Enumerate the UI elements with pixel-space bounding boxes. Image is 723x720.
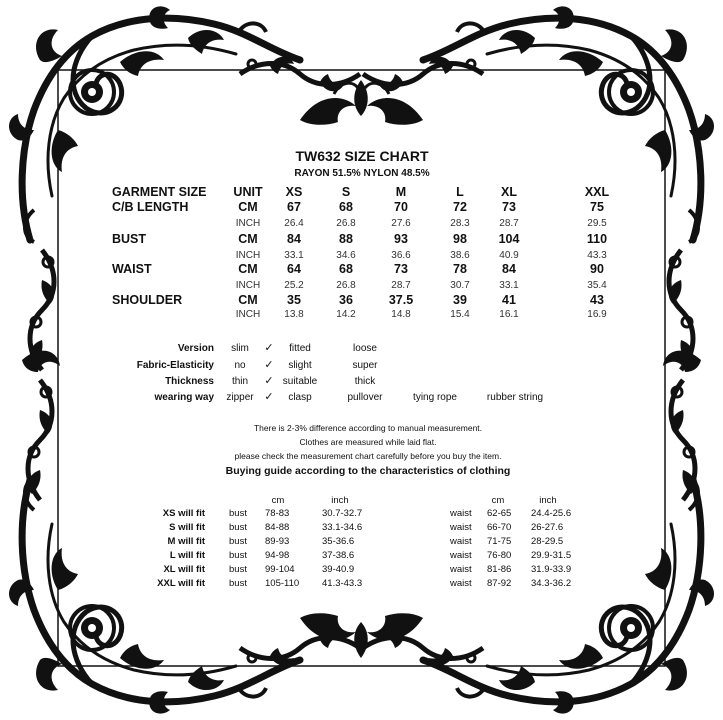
shoulder-cm-xxl: 43 <box>590 293 604 307</box>
bust-cm-xxl: 110 <box>586 232 608 246</box>
unit-cm: CM <box>238 293 258 307</box>
waist-inch-xs: 25.2 <box>284 280 304 291</box>
waist-cm-xs: 64 <box>287 262 301 276</box>
guide-bust-inch: 37-38.6 <box>322 550 355 561</box>
size-header-xl: XL <box>501 185 517 199</box>
guide-waist-inch: 24.4-25.6 <box>531 508 572 519</box>
bust-cm-m: 93 <box>394 232 408 246</box>
guide-waist-label: waist <box>450 508 472 519</box>
length-cm-m: 70 <box>394 200 408 214</box>
guide-waist-cm: 62-65 <box>487 508 512 519</box>
waist-inch-xxl: 35.4 <box>587 280 607 291</box>
guide-waist-inch: 34.3-36.2 <box>531 578 572 589</box>
length-inch-xl: 28.7 <box>499 218 519 229</box>
guide-bust-inch: 33.1-34.6 <box>322 522 363 533</box>
guide-bust-inch: 35-36.6 <box>322 536 355 547</box>
guide-waist-label: waist <box>450 578 472 589</box>
guide-row-label: S will fit <box>169 522 205 533</box>
unit-inch: INCH <box>235 250 261 261</box>
shoulder-cm-xs: 35 <box>287 293 301 307</box>
guide-bust-cm: 89-93 <box>265 536 290 547</box>
waist-cm-xl: 84 <box>502 262 516 276</box>
size-header-s: S <box>341 185 351 199</box>
option-fitted: fitted <box>289 343 311 354</box>
guide-waist-label: waist <box>450 536 472 547</box>
guide-row-label: M will fit <box>167 536 205 547</box>
size-header-l: L <box>456 185 464 199</box>
shoulder-cm-xl: 41 <box>502 293 516 307</box>
unit-inch: INCH <box>235 280 261 291</box>
length-inch-xs: 26.4 <box>284 218 304 229</box>
guide-row-label: XXL will fit <box>157 578 205 589</box>
length-inch-xxl: 29.5 <box>587 218 607 229</box>
guide-bust-label: bust <box>229 536 247 547</box>
guide-waist-cm: 71-75 <box>487 536 512 547</box>
guide-bust-cm-header: cm <box>271 495 285 506</box>
guide-waist-cm: 76-80 <box>487 550 512 561</box>
shoulder-inch-xl: 16.1 <box>499 309 519 320</box>
shoulder-cm-l: 39 <box>453 293 467 307</box>
note-measurement-difference: There is 2-3% difference according to manual measurement. <box>253 423 483 433</box>
option-super: super <box>352 360 378 371</box>
option-slight: slight <box>288 360 312 371</box>
size-header-xxl: XXL <box>584 185 610 199</box>
unit-header: UNIT <box>233 185 263 199</box>
option-suitable: suitable <box>282 376 318 387</box>
guide-row-label: XL will fit <box>163 564 205 575</box>
guide-waist-inch-header: inch <box>539 495 557 506</box>
unit-cm: CM <box>238 232 258 246</box>
option-loose: loose <box>353 343 377 354</box>
shoulder-inch-xs: 13.8 <box>284 309 304 320</box>
row-label-shoulder: SHOULDER <box>112 293 183 307</box>
check-mark-icon: ✓ <box>264 359 274 371</box>
option-tying-rope: tying rope <box>413 392 457 403</box>
check-mark-icon: ✓ <box>264 375 274 387</box>
characteristic-label-version: Version <box>177 343 214 354</box>
unit-cm: CM <box>238 262 258 276</box>
shoulder-cm-m: 37.5 <box>388 293 414 307</box>
guide-bust-label: bust <box>229 508 247 519</box>
characteristic-label-thickness: Thickness <box>165 376 214 387</box>
option-thin: thin <box>231 376 249 387</box>
bust-inch-s: 34.6 <box>336 250 356 261</box>
guide-waist-cm: 87-92 <box>487 578 512 589</box>
option-clasp: clasp <box>288 392 312 403</box>
waist-cm-s: 68 <box>339 262 353 276</box>
guide-waist-cm: 66-70 <box>487 522 512 533</box>
size-header-xs: XS <box>285 185 303 199</box>
length-cm-l: 72 <box>453 200 467 214</box>
buying-guide-title: Buying guide according to the characteristics of clothing <box>225 465 511 477</box>
shoulder-inch-l: 15.4 <box>450 309 470 320</box>
guide-waist-inch: 28-29.5 <box>531 536 564 547</box>
guide-bust-cm: 84-88 <box>265 522 290 533</box>
bust-inch-xl: 40.9 <box>499 250 519 261</box>
shoulder-inch-s: 14.2 <box>336 309 356 320</box>
guide-waist-cm: 81-86 <box>487 564 512 575</box>
guide-row-label: XS will fit <box>162 508 205 519</box>
guide-bust-inch: 39-40.9 <box>322 564 355 575</box>
guide-waist-label: waist <box>450 564 472 575</box>
waist-inch-s: 26.8 <box>336 280 356 291</box>
check-mark-icon: ✓ <box>264 342 274 354</box>
guide-bust-label: bust <box>229 578 247 589</box>
length-inch-m: 27.6 <box>391 218 411 229</box>
option-rubber-string: rubber string <box>486 392 544 403</box>
option-zipper: zipper <box>226 392 254 403</box>
bust-cm-s: 88 <box>339 232 353 246</box>
length-cm-xs: 67 <box>287 200 301 214</box>
waist-inch-m: 28.7 <box>391 280 411 291</box>
waist-cm-m: 73 <box>394 262 408 276</box>
length-cm-xxl: 75 <box>590 200 604 214</box>
bust-inch-m: 36.6 <box>391 250 411 261</box>
check-mark-icon: ✓ <box>264 391 274 403</box>
chart-title: TW632 SIZE CHART <box>295 148 429 164</box>
size-header-m: M <box>395 185 407 199</box>
garment-size-header: GARMENT SIZE <box>112 185 207 199</box>
guide-waist-label: waist <box>450 522 472 533</box>
row-label-waist: WAIST <box>112 262 152 276</box>
unit-inch: INCH <box>235 309 261 320</box>
guide-bust-inch-header: inch <box>331 495 349 506</box>
waist-cm-l: 78 <box>453 262 467 276</box>
note-laid-flat: Clothes are measured while laid flat. <box>299 437 437 447</box>
length-inch-l: 28.3 <box>450 218 470 229</box>
guide-row-label: L will fit <box>169 550 205 561</box>
guide-waist-label: waist <box>450 550 472 561</box>
material-composition: RAYON 51.5% NYLON 48.5% <box>294 168 430 179</box>
length-cm-xl: 73 <box>502 200 516 214</box>
bust-inch-xs: 33.1 <box>284 250 304 261</box>
note-check-chart: please check the measurement chart carefully before you buy the item. <box>234 451 502 461</box>
bust-cm-xs: 84 <box>287 232 301 246</box>
guide-waist-inch: 26-27.6 <box>531 522 564 533</box>
characteristic-label-wearing-way: wearing way <box>154 392 214 403</box>
bust-cm-xl: 104 <box>498 232 520 246</box>
length-cm-s: 68 <box>339 200 353 214</box>
guide-waist-inch: 31.9-33.9 <box>531 564 572 575</box>
waist-inch-l: 30.7 <box>450 280 470 291</box>
guide-bust-cm: 94-98 <box>265 550 290 561</box>
waist-inch-xl: 33.1 <box>499 280 519 291</box>
option-pullover: pullover <box>347 392 383 403</box>
guide-bust-cm: 105-110 <box>265 578 300 589</box>
guide-bust-inch: 41.3-43.3 <box>322 578 363 589</box>
row-label-length: C/B LENGTH <box>112 200 189 214</box>
guide-bust-inch: 30.7-32.7 <box>322 508 363 519</box>
length-inch-s: 26.8 <box>336 218 356 229</box>
unit-cm: CM <box>238 200 258 214</box>
bust-inch-l: 38.6 <box>450 250 470 261</box>
guide-bust-label: bust <box>229 564 247 575</box>
shoulder-inch-xxl: 16.9 <box>587 309 607 320</box>
guide-bust-cm: 99-104 <box>265 564 295 575</box>
shoulder-cm-s: 36 <box>339 293 353 307</box>
guide-bust-label: bust <box>229 550 247 561</box>
option-slim: slim <box>231 343 249 354</box>
guide-waist-cm-header: cm <box>491 495 505 506</box>
guide-bust-label: bust <box>229 522 247 533</box>
option-no: no <box>234 360 246 371</box>
guide-waist-inch: 29.9-31.5 <box>531 550 572 561</box>
waist-cm-xxl: 90 <box>590 262 604 276</box>
bust-inch-xxl: 43.3 <box>587 250 607 261</box>
guide-bust-cm: 78-83 <box>265 508 290 519</box>
option-thick: thick <box>354 376 376 387</box>
bust-cm-l: 98 <box>453 232 467 246</box>
shoulder-inch-m: 14.8 <box>391 309 411 320</box>
characteristic-label-elasticity: Fabric-Elasticity <box>136 360 214 371</box>
row-label-bust: BUST <box>112 232 147 246</box>
unit-inch: INCH <box>235 218 261 229</box>
